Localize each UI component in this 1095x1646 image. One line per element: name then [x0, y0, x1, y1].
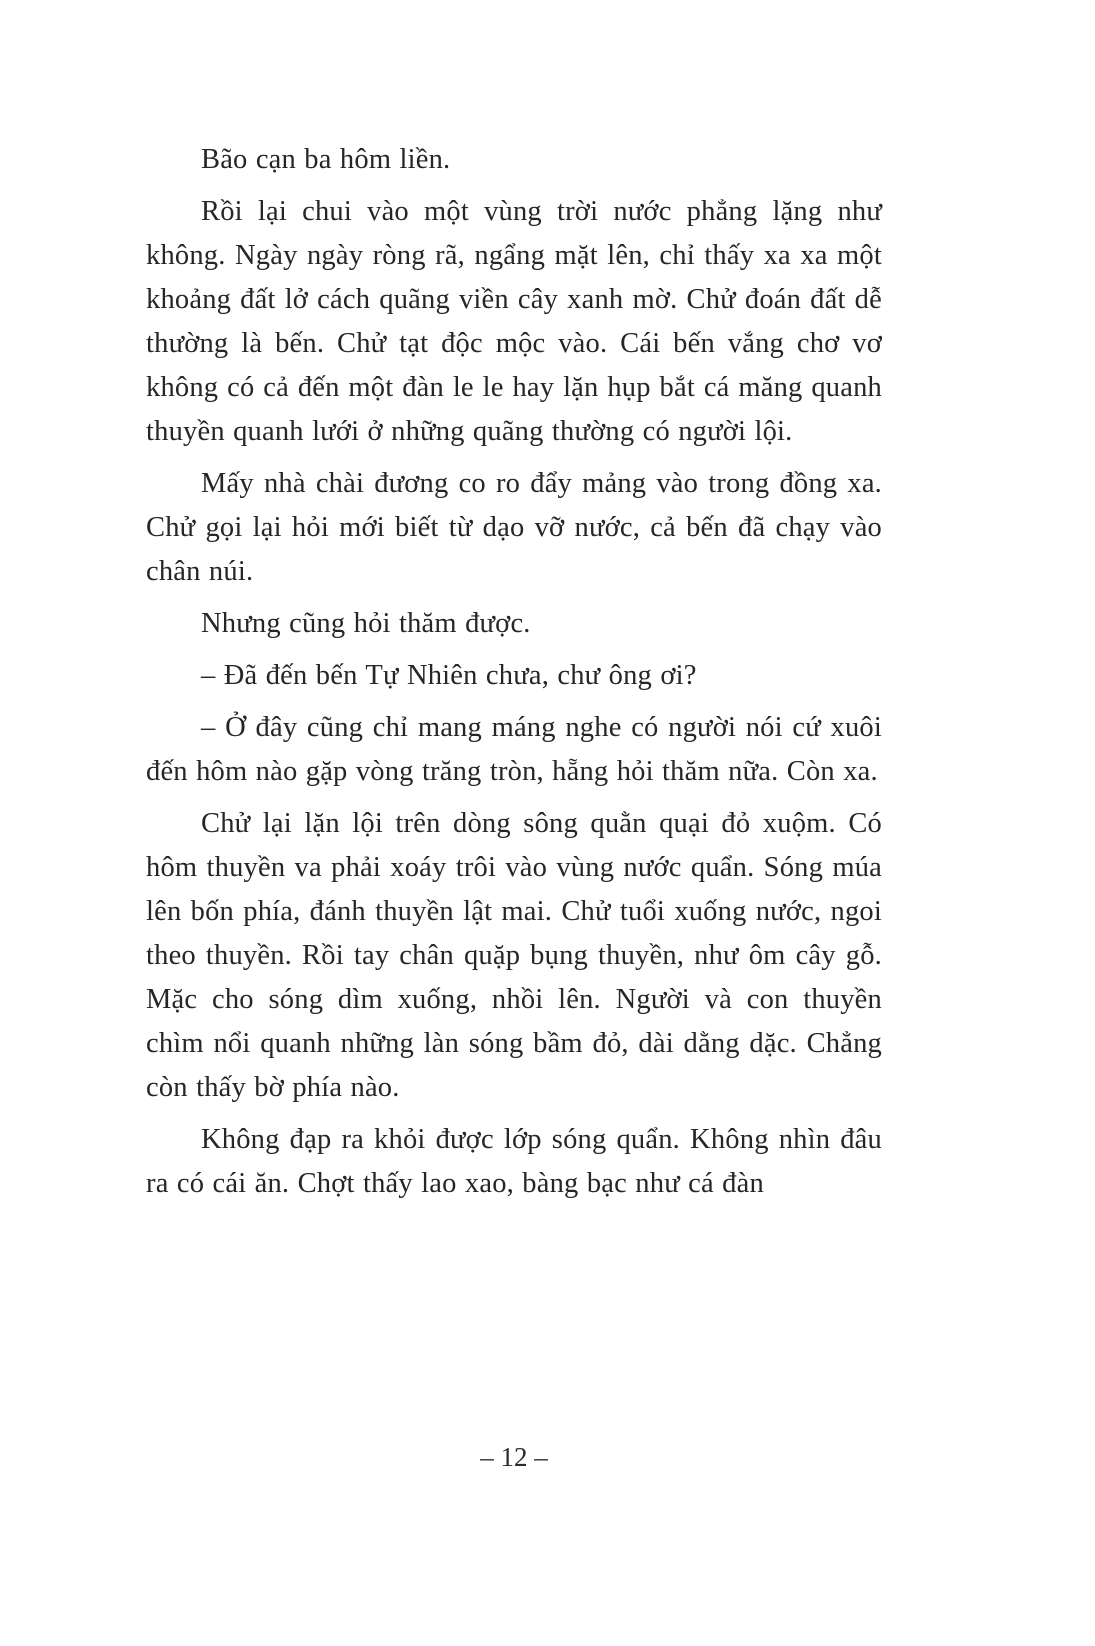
paragraph: – Đã đến bến Tự Nhiên chưa, chư ông ơi? [201, 660, 697, 691]
paragraph: Bão cạn ba hôm liền. [201, 144, 451, 175]
paragraph: Chử lại lặn lội trên dòng sông quằn quại đỏ xuộm. Có hôm thuyền va phải xoáy trôi vào vùng nước quẩn. Sóng múa lên bốn phía, đánh thuyền lật mai. Chử tuổi xuống nước, ngoi theo thuyền. Rồi tay chân quặp bụng thuyền, như ôm cây gỗ. Mặc cho sóng dìm xuống, nhồi lên. Người và con thuyền chìm nổi quanh những làn sóng bầm đỏ, dài dằng dặc. Chẳng còn thấy bờ phía nào. [146, 808, 882, 1103]
paragraph: Không đạp ra khỏi được lớp sóng quẩn. Không nhìn đâu ra có cái ăn. Chợt thấy lao xao, bàng bạc như cá đàn [146, 1124, 882, 1199]
text-block [146, 138, 882, 1214]
paragraph: Nhưng cũng hỏi thăm được. [201, 608, 531, 639]
paragraph: Rồi lại chui vào một vùng trời nước phẳng lặng như không. Ngày ngày ròng rã, ngẩng mặt lên, chỉ thấy xa xa một khoảng đất lở cách quãng viền cây xanh mờ. Chử đoán đất dễ thường là bến. Chử tạt độc mộc vào. Cái bến vắng chơ vơ không có cả đến một đàn le le hay lặn hụp bắt cá măng quanh thuyền quanh lưới ở những quãng thường có người lội. [146, 196, 882, 447]
paragraph: Mấy nhà chài đương co ro đẩy mảng vào trong đồng xa. Chử gọi lại hỏi mới biết từ dạo vỡ nước, cả bến đã chạy vào chân núi. [146, 468, 882, 587]
paragraph: – Ở đây cũng chỉ mang máng nghe có người nói cứ xuôi đến hôm nào gặp vòng trăng tròn, hẵng hỏi thăm nữa. Còn xa. [146, 712, 882, 787]
page-number: – 12 – [480, 1442, 548, 1472]
